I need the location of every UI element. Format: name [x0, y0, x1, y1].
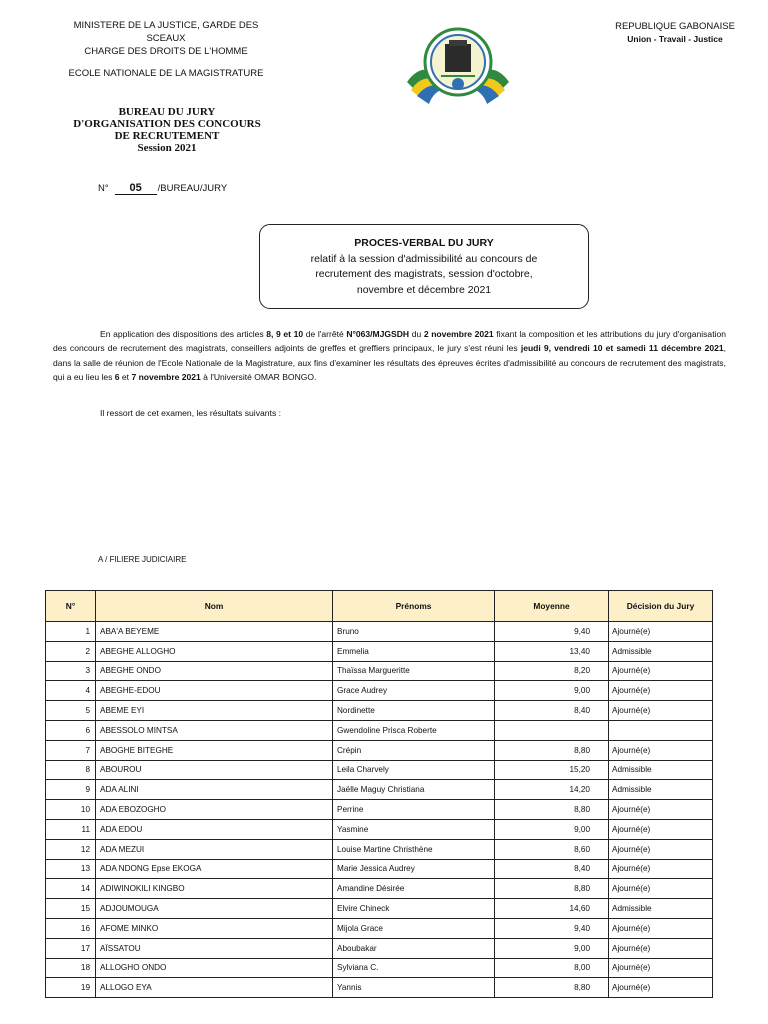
candidate-prenoms: Mijola Grace	[333, 918, 495, 938]
col-header-moyenne: Moyenne	[495, 591, 609, 622]
table-row	[46, 938, 713, 958]
candidate-prenoms: Amandine Désirée	[333, 879, 495, 899]
jury-decision: Ajourné(e)	[609, 622, 713, 642]
candidate-prenoms: Perrine	[333, 800, 495, 820]
paragraph-bold: N°063/MJGSDH	[346, 329, 410, 339]
table-row	[46, 839, 713, 859]
table-row	[46, 800, 713, 820]
paragraph-bold: jeudi 9, vendredi 10 et samedi 11 décembre 2021	[520, 343, 724, 354]
pv-subtitle-line: recrutement des magistrats, session d'octobre,	[315, 268, 533, 280]
jury-decision: Ajourné(e)	[609, 879, 713, 899]
candidate-nom: ADA EDOU	[96, 819, 333, 839]
candidate-moyenne: 9,00	[495, 938, 609, 958]
col-header-prenoms: Prénoms	[333, 591, 495, 622]
candidate-nom: ADA EBOZOGHO	[96, 800, 333, 820]
jury-decision: Ajourné(e)	[609, 958, 713, 978]
reference-prefix: N°	[98, 183, 109, 194]
jury-decision: Ajourné(e)	[609, 859, 713, 879]
row-number: 13	[46, 859, 96, 879]
reference-value: 05	[115, 183, 157, 195]
col-header-decision: Décision du Jury	[609, 591, 713, 622]
national-motto: Union - Travail - Justice	[627, 34, 723, 44]
table-row	[46, 622, 713, 642]
results-table-body	[46, 622, 713, 998]
table-row	[46, 978, 713, 998]
table-row	[46, 701, 713, 721]
proces-verbal-box	[259, 224, 589, 309]
candidate-nom: AÏSSATOU	[96, 938, 333, 958]
table-row	[46, 859, 713, 879]
results-intro: Il ressort de cet examen, les résultats suivants :	[100, 408, 282, 418]
row-number: 15	[46, 899, 96, 919]
candidate-prenoms: Aboubakar	[333, 938, 495, 958]
ministry-header	[66, 19, 266, 80]
candidate-prenoms: Gwendoline Prisca Roberte	[333, 720, 495, 740]
paragraph-text: , dans la salle de réunion de l'Ecole Nationale de la Magistrature, aux fins d'examiner les résultats des épreuves écrites d'admissibilité au concours de recrutement des magistrats, qui a eu lieu les	[53, 343, 727, 382]
candidate-nom: AFOME MINKO	[96, 918, 333, 938]
candidate-nom: ALLOGHO ONDO	[96, 958, 333, 978]
reference-suffix: /BUREAU/JURY	[157, 183, 228, 194]
paragraph-text: fixant la composition et les attributions du jury d'organisation des concours de recrutement des magistrats, conseillers adjoints de greffes et greffiers principaux, le jury s'est réuni les	[53, 329, 726, 354]
candidate-prenoms: Yasmine	[333, 819, 495, 839]
candidate-moyenne: 8,40	[495, 701, 609, 721]
candidate-moyenne: 9,00	[495, 819, 609, 839]
candidate-prenoms: Marie Jessica Audrey	[333, 859, 495, 879]
country-name: REPUBLIQUE GABONAISE	[615, 21, 735, 32]
candidate-prenoms: Elvire Chineck	[333, 899, 495, 919]
candidate-nom: ADA NDONG Epse EKOGA	[96, 859, 333, 879]
row-number: 7	[46, 740, 96, 760]
section-label: A / FILIERE JUDICIAIRE	[98, 555, 187, 564]
jury-decision: Ajourné(e)	[609, 740, 713, 760]
table-row	[46, 819, 713, 839]
jury-decision: Ajourné(e)	[609, 978, 713, 998]
table-row	[46, 740, 713, 760]
row-number: 9	[46, 780, 96, 800]
candidate-nom: ABA'A BEYEME	[96, 622, 333, 642]
paragraph-text: à l'Université OMAR BONGO.	[200, 371, 317, 382]
candidate-nom: ABEGHE ONDO	[96, 661, 333, 681]
intro-paragraph	[53, 327, 726, 384]
jury-decision: Ajourné(e)	[609, 661, 713, 681]
row-number: 10	[46, 800, 96, 820]
candidate-moyenne: 8,20	[495, 661, 609, 681]
bureau-line: DE RECRUTEMENT	[114, 130, 220, 142]
session-label: Session 2021	[137, 142, 197, 154]
candidate-nom: ABEME EYI	[96, 701, 333, 721]
candidate-moyenne: 8,00	[495, 958, 609, 978]
candidate-nom: ADIWINOKILI KINGBO	[96, 879, 333, 899]
row-number: 5	[46, 701, 96, 721]
candidate-prenoms: Grace Audrey	[333, 681, 495, 701]
candidate-prenoms: Crépin	[333, 740, 495, 760]
row-number: 6	[46, 720, 96, 740]
candidate-prenoms: Thaïssa Margueritte	[333, 661, 495, 681]
candidate-nom: ADJOUMOUGA	[96, 899, 333, 919]
jury-decision: Ajourné(e)	[609, 681, 713, 701]
paragraph-text: du	[409, 329, 424, 339]
row-number: 19	[46, 978, 96, 998]
candidate-prenoms: Sylviana C.	[333, 958, 495, 978]
candidate-nom: ABESSOLO MINTSA	[96, 720, 333, 740]
candidate-moyenne: 8,40	[495, 859, 609, 879]
candidate-moyenne: 8,80	[495, 879, 609, 899]
jury-decision: Ajourné(e)	[609, 938, 713, 958]
jury-decision: Ajourné(e)	[609, 800, 713, 820]
candidate-moyenne: 8,60	[495, 839, 609, 859]
pv-subtitle-line: relatif à la session d'admissibilité au concours de	[310, 252, 538, 265]
candidate-nom: ADA ALINI	[96, 780, 333, 800]
table-row	[46, 958, 713, 978]
row-number: 2	[46, 641, 96, 661]
table-row	[46, 681, 713, 701]
table-row	[46, 760, 713, 780]
row-number: 1	[46, 622, 96, 642]
results-table	[45, 590, 713, 998]
jury-decision: Admissible	[609, 641, 713, 661]
paragraph-bold: 2 novembre 2021	[423, 329, 494, 339]
row-number: 8	[46, 760, 96, 780]
col-header-nom: Nom	[96, 591, 333, 622]
paragraph-bold: 7 novembre 2021	[131, 371, 201, 382]
school-name: ECOLE NATIONALE DE LA MAGISTRATURE	[68, 68, 264, 79]
candidate-moyenne: 14,20	[495, 780, 609, 800]
jury-decision: Ajourné(e)	[609, 701, 713, 721]
candidate-nom: ADA MEZUI	[96, 839, 333, 859]
paragraph-text: et	[119, 371, 132, 382]
ministry-line: CHARGE DES DROITS DE L'HOMME	[84, 46, 248, 57]
pv-title: PROCES-VERBAL DU JURY	[354, 237, 494, 249]
candidate-nom: ABEGHE-EDOU	[96, 681, 333, 701]
table-row	[46, 899, 713, 919]
jury-decision: Admissible	[609, 899, 713, 919]
candidate-nom: ABEGHE ALLOGHO	[96, 641, 333, 661]
candidate-moyenne: 9,40	[495, 918, 609, 938]
candidate-moyenne: 8,80	[495, 978, 609, 998]
table-row	[46, 641, 713, 661]
bureau-line: D'ORGANISATION DES CONCOURS	[73, 118, 261, 130]
reference-number	[98, 183, 227, 195]
candidate-moyenne: 13,40	[495, 641, 609, 661]
table-row	[46, 879, 713, 899]
row-number: 17	[46, 938, 96, 958]
row-number: 14	[46, 879, 96, 899]
candidate-moyenne: 14,60	[495, 899, 609, 919]
jury-decision: Ajourné(e)	[609, 839, 713, 859]
candidate-moyenne: 8,80	[495, 800, 609, 820]
row-number: 18	[46, 958, 96, 978]
candidate-moyenne: 8,80	[495, 740, 609, 760]
paragraph-text: En application des dispositions des articles	[100, 329, 267, 339]
row-number: 16	[46, 918, 96, 938]
magistrature-emblem-icon	[401, 22, 515, 106]
col-header-number: N°	[46, 591, 96, 622]
jury-decision: Admissible	[609, 780, 713, 800]
candidate-prenoms: Jaëlle Maguy Christiana	[333, 780, 495, 800]
candidate-prenoms: Emmelia	[333, 641, 495, 661]
candidate-nom: ABOUROU	[96, 760, 333, 780]
jury-decision: Admissible	[609, 760, 713, 780]
candidate-moyenne: 9,40	[495, 622, 609, 642]
table-header-row	[46, 591, 713, 622]
table-row	[46, 918, 713, 938]
row-number: 4	[46, 681, 96, 701]
pv-subtitle-line: novembre et décembre 2021	[356, 283, 492, 296]
ministry-line: MINISTERE DE LA JUSTICE, GARDE DES	[73, 20, 259, 31]
bureau-line: BUREAU DU JURY	[118, 106, 216, 118]
bureau-title	[56, 106, 278, 154]
candidate-prenoms: Yannis	[333, 978, 495, 998]
candidate-moyenne: 9,00	[495, 681, 609, 701]
row-number: 3	[46, 661, 96, 681]
candidate-nom: ABOGHE BITEGHE	[96, 740, 333, 760]
paragraph-bold: 8, 9 et 10	[266, 329, 304, 339]
republic-header	[600, 20, 750, 46]
jury-decision: Ajourné(e)	[609, 819, 713, 839]
table-row	[46, 780, 713, 800]
candidate-prenoms: Louise Martine Christhène	[333, 839, 495, 859]
jury-decision	[609, 720, 713, 740]
candidate-moyenne	[495, 720, 609, 740]
candidate-nom: ALLOGO EYA	[96, 978, 333, 998]
paragraph-bold: 6	[114, 371, 120, 382]
candidate-prenoms: Bruno	[333, 622, 495, 642]
row-number: 12	[46, 839, 96, 859]
table-row	[46, 661, 713, 681]
ministry-line: SCEAUX	[146, 33, 186, 44]
paragraph-text: de l'arrêté	[303, 329, 347, 339]
candidate-moyenne: 15,20	[495, 760, 609, 780]
table-row	[46, 720, 713, 740]
row-number: 11	[46, 819, 96, 839]
jury-decision: Ajourné(e)	[609, 918, 713, 938]
candidate-prenoms: Nordinette	[333, 701, 495, 721]
candidate-prenoms: Leila Charvely	[333, 760, 495, 780]
